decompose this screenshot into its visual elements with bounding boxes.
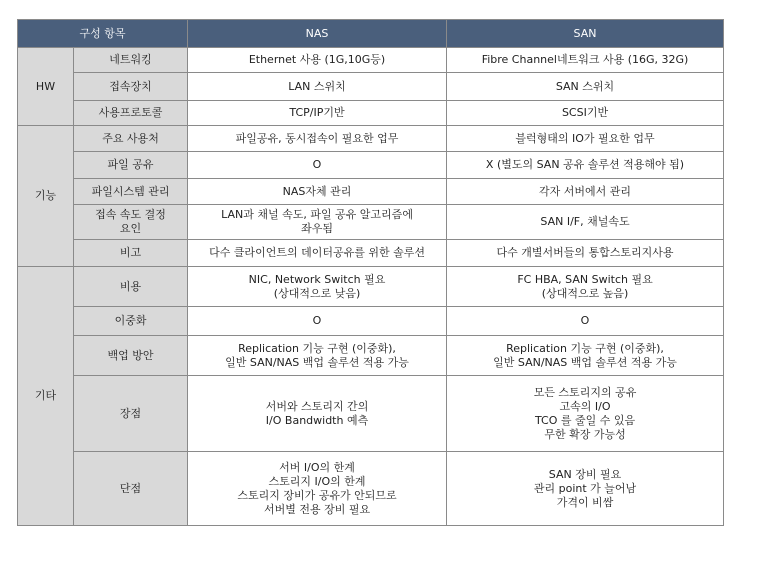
san-cell: 다수 개별서버들의 통합스토리지사용 [447, 240, 724, 267]
table-body [18, 48, 724, 526]
table-row [18, 126, 724, 152]
nas-cell: 파일공유, 동시접속이 필요한 업무 [188, 126, 447, 152]
table-row [18, 240, 724, 267]
san-cell: 각자 서버에서 관리 [447, 179, 724, 205]
header-row [18, 20, 724, 48]
item-cell: 이중화 [74, 307, 188, 336]
nas-cell: O [188, 152, 447, 179]
nas-cell: 서버 I/O의 한계 스토리지 I/O의 한계 스토리지 장비가 공유가 안되므로 서버별 전용 장비 필요 [188, 452, 447, 526]
item-cell: 파일 공유 [74, 152, 188, 179]
item-cell: 네트워킹 [74, 48, 188, 73]
table-row [18, 376, 724, 452]
table-row [18, 205, 724, 240]
nas-cell: Replication 기능 구현 (이중화), 일반 SAN/NAS 백업 솔루션 적용 가능 [188, 336, 447, 376]
table-row [18, 452, 724, 526]
san-cell: O [447, 307, 724, 336]
san-cell: SAN 장비 필요 관리 point 가 늘어남 가격이 비쌈 [447, 452, 724, 526]
table-row [18, 152, 724, 179]
item-cell: 단점 [74, 452, 188, 526]
san-cell: SCSI기반 [447, 101, 724, 126]
item-cell: 백업 방안 [74, 336, 188, 376]
item-cell: 장점 [74, 376, 188, 452]
item-cell: 사용프로토콜 [74, 101, 188, 126]
item-cell: 비용 [74, 267, 188, 307]
nas-cell: TCP/IP기반 [188, 101, 447, 126]
item-cell: 파일시스템 관리 [74, 179, 188, 205]
nas-cell: 다수 클라이언트의 데이터공유를 위한 솔루션 [188, 240, 447, 267]
item-cell: 주요 사용처 [74, 126, 188, 152]
nas-cell: LAN 스위치 [188, 73, 447, 101]
category-cell: 기능 [18, 126, 74, 267]
table-row [18, 336, 724, 376]
table-row [18, 48, 724, 73]
san-cell: Replication 기능 구현 (이중화), 일반 SAN/NAS 백업 솔루션 적용 가능 [447, 336, 724, 376]
san-cell: Fibre Channel네트워크 사용 (16G, 32G) [447, 48, 724, 73]
nas-cell: O [188, 307, 447, 336]
table-row [18, 101, 724, 126]
san-cell: SAN 스위치 [447, 73, 724, 101]
category-cell: 기타 [18, 267, 74, 526]
comparison-table [17, 19, 724, 526]
san-cell: 모든 스토리지의 공유 고속의 I/O TCO 를 줄일 수 있음 무한 확장 가능성 [447, 376, 724, 452]
san-cell: X (별도의 SAN 공유 솔루션 적용해야 됨) [447, 152, 724, 179]
san-cell: 블럭형태의 IO가 필요한 업무 [447, 126, 724, 152]
header-nas: NAS [188, 20, 447, 48]
item-cell: 비고 [74, 240, 188, 267]
table-row [18, 73, 724, 101]
table-row [18, 267, 724, 307]
nas-cell: NAS자체 관리 [188, 179, 447, 205]
nas-cell: Ethernet 사용 (1G,10G등) [188, 48, 447, 73]
header-san: SAN [447, 20, 724, 48]
item-cell: 접속 속도 결정 요인 [74, 205, 188, 240]
nas-cell: LAN과 채널 속도, 파일 공유 알고리즘에 좌우됨 [188, 205, 447, 240]
item-cell: 접속장치 [74, 73, 188, 101]
category-cell: HW [18, 48, 74, 126]
nas-cell: NIC, Network Switch 필요 (상대적으로 낮음) [188, 267, 447, 307]
nas-cell: 서버와 스토리지 간의 I/O Bandwidth 예측 [188, 376, 447, 452]
table-row [18, 179, 724, 205]
header-item: 구성 항목 [18, 20, 188, 48]
san-cell: SAN I/F, 채널속도 [447, 205, 724, 240]
table-row [18, 307, 724, 336]
san-cell: FC HBA, SAN Switch 필요 (상대적으로 높음) [447, 267, 724, 307]
